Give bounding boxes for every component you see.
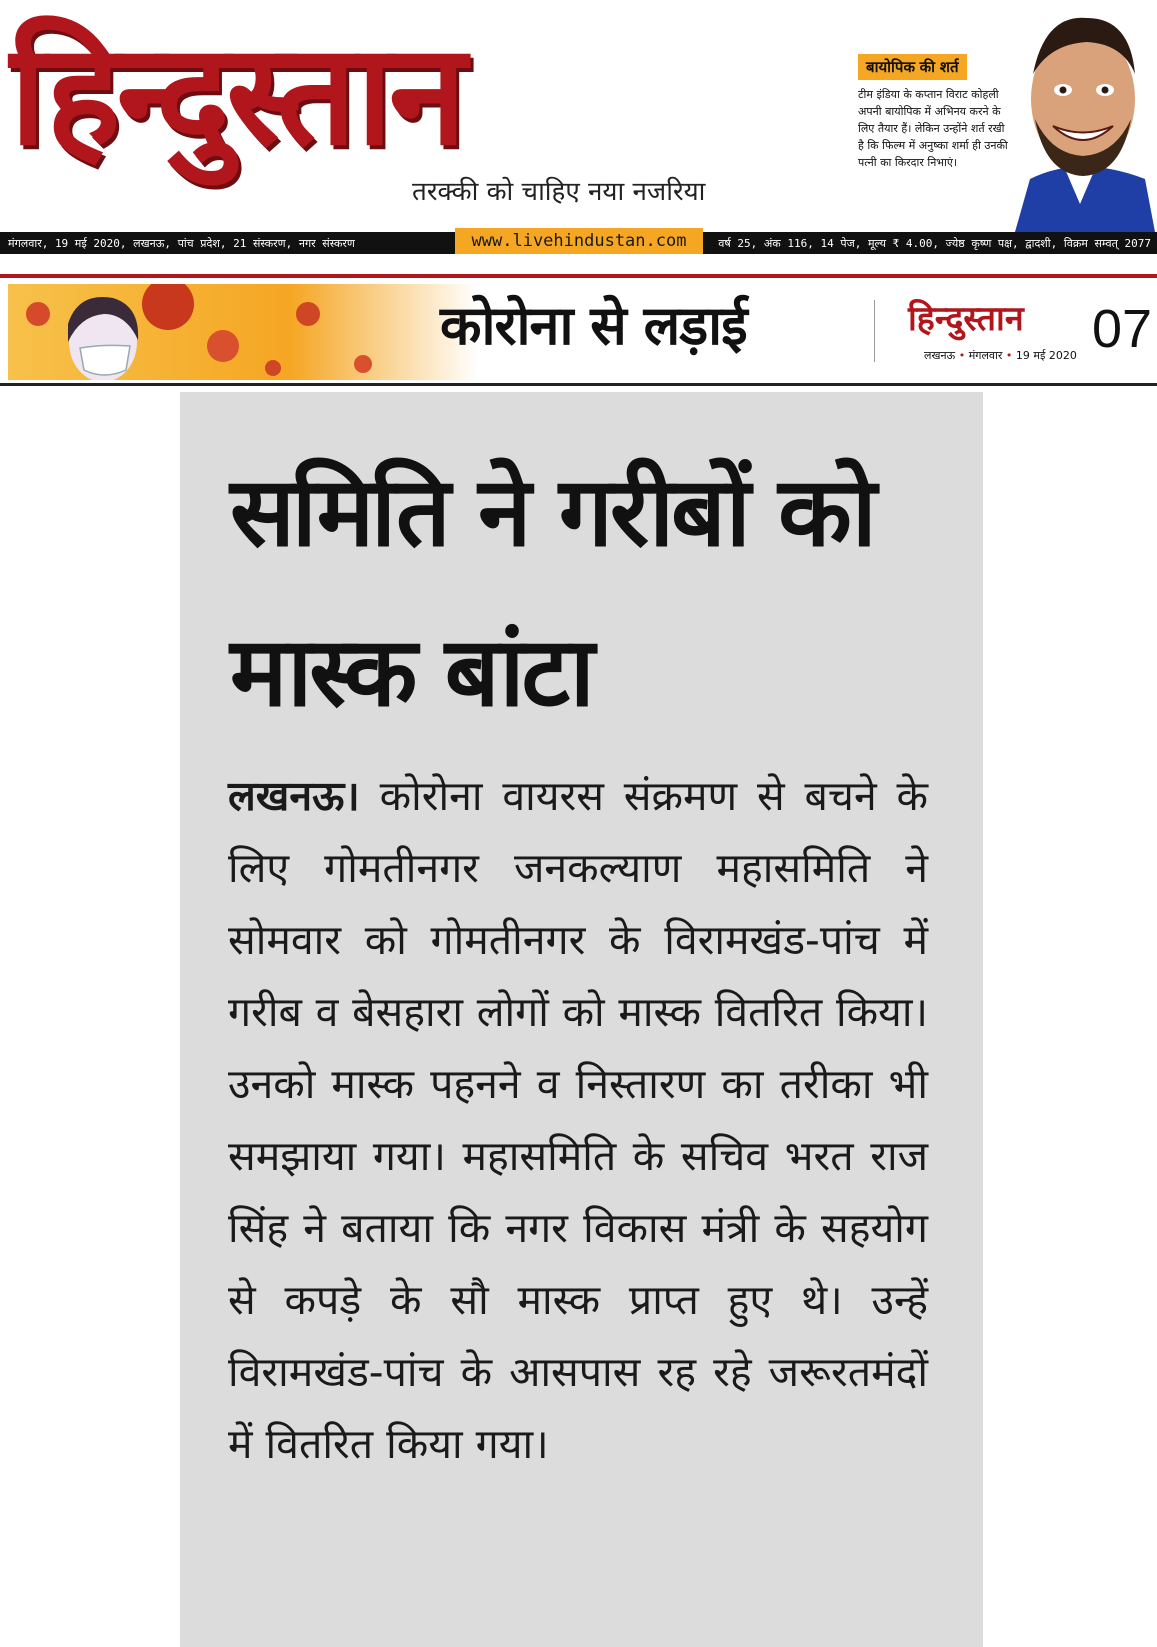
section-day: मंगलवार xyxy=(968,349,1003,362)
promo-text: टीम इंडिया के कप्तान विराट कोहली अपनी बायोपिक में अभिनय करने के लिए तैयार हैं। लेकिन उन्होंने शर्त रखी है कि फिल्म में अनुष्का शर्मा ही उनकी पत्नी का किरदार निभाएं। xyxy=(858,88,1008,169)
article-dateline: लखनऊ। xyxy=(228,772,360,820)
promo-box xyxy=(858,54,1008,171)
bullet-icon: • xyxy=(958,349,969,362)
dateline-right: वर्ष 25, अंक 116, 14 पेज, मूल्य ₹ 4.00, ज्येष्ठ कृष्ण पक्ष, द्वादशी, विक्रम सम्वत् 2077 xyxy=(718,237,1151,250)
section-brand: हिन्दुस्तान xyxy=(908,299,1024,339)
newspaper-logo: हिन्दुस्तान xyxy=(10,13,463,177)
section-title: कोरोना से लड़ाई xyxy=(440,294,747,357)
website-url: www.livehindustan.com xyxy=(455,228,703,254)
article-clipping xyxy=(180,392,983,1647)
section-date: 19 मई 2020 xyxy=(1015,349,1077,362)
tagline: तरक्की को चाहिए नया नजरिया xyxy=(412,177,706,207)
caricature-illustration xyxy=(1005,4,1155,232)
article-headline: समिति ने गरीबों को मास्क बांटा xyxy=(230,456,874,728)
section-city: लखनऊ xyxy=(924,349,956,362)
article-body xyxy=(228,760,928,1480)
section-divider xyxy=(874,300,875,362)
page-number: 07 xyxy=(1092,299,1153,359)
masthead xyxy=(0,0,1157,232)
dateline-left: मंगलवार, 19 मई 2020, लखनऊ, पांच प्रदेश, 21 संस्करण, नगर संस्करण xyxy=(8,237,355,250)
coronavirus-banner-art xyxy=(8,284,478,380)
promo-title: बायोपिक की शर्त xyxy=(858,54,967,80)
section-meta xyxy=(924,348,1077,363)
section-band xyxy=(0,274,1157,386)
article-text: कोरोना वायरस संक्रमण से बचने के लिए गोमतीनगर जनकल्याण महासमिति ने सोमवार को गोमतीनगर के विरामखंड-पांच में गरीब व बेसहारा लोगों को मास्क वितरित किया। उनको मास्क पहनने व निस्तारण का तरीका भी समझाया गया। महासमिति के सचिव भरत राज सिंह ने बताया कि नगर विकास मंत्री के सहयोग से कपड़े के सौ मास्क प्राप्त हुए थे। उन्हें विरामखंड-पांच के आसपास रह रहे जरूरतमंदों में वितरित किया गया। xyxy=(228,772,928,1468)
bullet-icon: • xyxy=(1005,349,1016,362)
